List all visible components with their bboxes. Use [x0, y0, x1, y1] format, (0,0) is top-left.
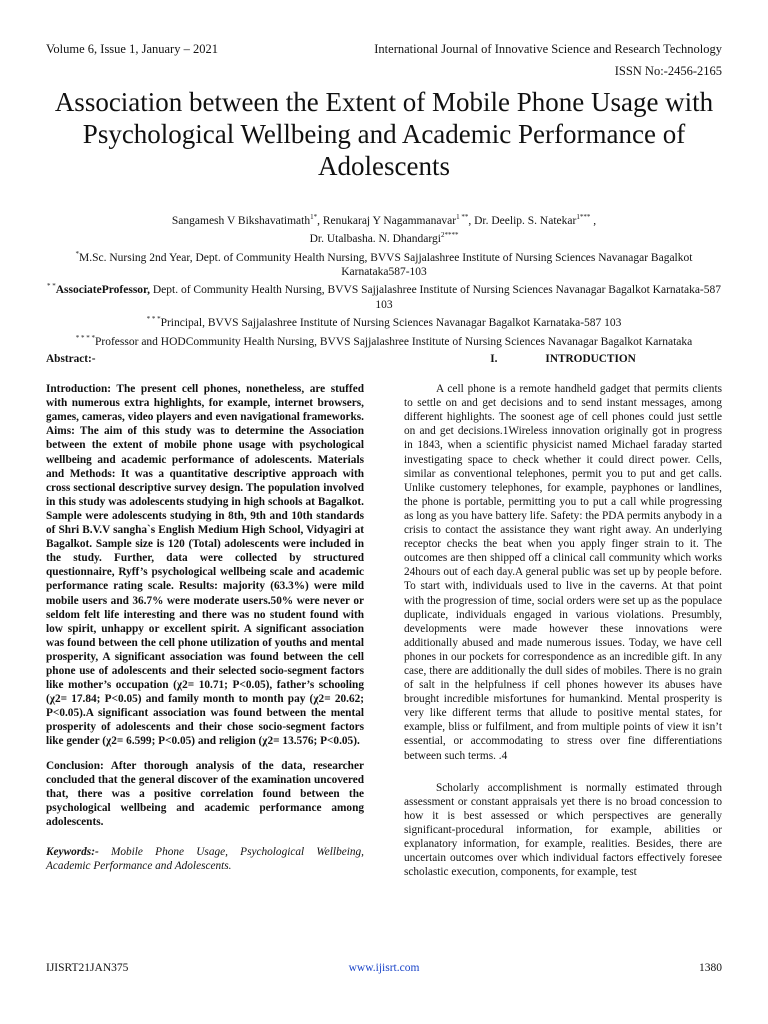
affiliation-3	[40, 312, 728, 330]
affiliation-3-text: Principal, BVVS Sajjalashree Institute of Nursing Sciences Navanagar Bagalkot Karnataka-587 103	[160, 317, 622, 330]
author-4: Dr. Utalbasha. N. Dhandargi	[309, 233, 441, 246]
abstract-body: Introduction: The present cell phones, nonetheless, are stuffed with numerous extra highlights, for example, internet browsers, games, cameras, video players and even navigational frameworks. Aims: The aim of this study was to determine the Association between the extent of mobile phone usage with psychological wellbeing and academic performance of adolescents. Materials and Methods: It was a quantitative descriptive approach with cross sectional descriptive survey design. The population involved in this study was adolescents studying in high schools at Bagalkot. Sample were adolescents studying in 8th, 9th and 10th standards of Shri B.V.V sangha`s English Medium High School, Vidyagiri at Bagalkot. Sample size is 120 (Total) adolescents were included in the study. Further, data were collected by structured questionnaire, Ryff’s psychological wellbeing scale and academic performance rating scale. Results: majority (63.3%) were mild mobile users and 36.7% were moderate users.50% were never or seldom felt life interesting and there was no student found with low spirit, unhappy or excellent spirit. A significant association was found between the cell phone utilization of youths and mental prosperity, A significant association was found between the cell phone use of adolescents and their selected socio-segment factors like mother’s occupation (χ2= 10.71; P<0.05), father’s schooling (χ2= 17.84; P<0.05) and family month to month pay (χ2= 20.62; P<0.05).A significant association was found between the mental prosperity of adolescents and their chose socio-segment factors like gender (χ2= 6.599; P<0.05) and religion (χ2= 13.576; P<0.05).	[46, 383, 364, 748]
author-line-2	[40, 228, 728, 246]
affiliation-1-mark: *	[75, 249, 80, 258]
abstract-heading: Abstract:-	[46, 353, 96, 365]
author-2: , Renukaraj Y Nagammanavar	[317, 214, 457, 227]
keywords-label: Keywords:-	[46, 846, 99, 858]
authors-block	[40, 210, 728, 349]
author-line-1	[40, 210, 728, 228]
affiliation-2-mark: * *	[47, 282, 56, 291]
author-1-mark: 1*	[310, 213, 318, 221]
affiliation-2	[40, 279, 728, 312]
affiliation-2-text: Dept. of Community Health Nursing, BVVS Sajjalashree Institute of Nursing Sciences Navanagar Bagalkot Karnataka-587 103	[149, 284, 721, 311]
footer-page-number: 1380	[699, 962, 722, 974]
keywords-text: Mobile Phone Usage, Psychological Wellbeing, Academic Performance and Adolescents.	[46, 846, 364, 873]
affiliation-4-text: Professor and HODCommunity Health Nursing, BVVS Sajjalashree Institute of Nursing Sciences Navanagar Bagalkot Karnataka	[95, 335, 693, 348]
affiliation-1	[40, 247, 728, 280]
paper-title: Association between the Extent of Mobile Phone Usage with Psychological Wellbeing and Academic Performance of Adolescents	[54, 87, 714, 181]
author-3-mark: 1***	[576, 213, 591, 221]
affiliation-3-mark: * * *	[146, 315, 161, 324]
affiliation-1-text: M.Sc. Nursing 2nd Year, Dept. of Community Health Nursing, BVVS Sajjalashree Institute of Nursing Sciences Navanagar Bagalkot Karnataka587-103	[79, 251, 693, 278]
footer-paper-id: IJISRT21JAN375	[46, 962, 129, 974]
author-2-mark: 1 **	[456, 213, 469, 221]
right-column	[404, 352, 722, 889]
author-4-mark: 2****	[440, 231, 459, 240]
author-3: , Dr. Deelip. S. Natekar	[468, 214, 577, 227]
footer-website-link[interactable]: www.ijisrt.com	[348, 962, 420, 974]
journal-name: International Journal of Innovative Science and Research Technology	[374, 42, 722, 56]
affiliation-4	[40, 331, 728, 349]
keywords	[46, 845, 364, 873]
affiliation-4-mark: * * * *	[75, 333, 95, 342]
intro-paragraph-2: Scholarly accomplishment is normally estimated through assessment or constant appraisals yet there is no broad concession to how it is best assessed or which perspectives are generally significant-procedural information, for example, abilities or explanatory information, for example, realities. Besides, there are uncertain outcomes over which individual factors effectively foresee scholastic execution, components, for example, test	[404, 781, 722, 879]
section-title: INTRODUCTION	[545, 353, 636, 365]
left-column	[46, 352, 364, 883]
intro-paragraph-1: A cell phone is a remote handheld gadget that permits clients to settle on and get decisions and to send instant messages, among different highlights. The soonest age of cell phones could just settle on and get decisions.1Wireless innovation originally got in progress in 1843, when a scientific physicist named Michael faraday started investigating space to check whether it could direct power. Cells, similar as conventional telephones, permit you to put and get calls. Unlike customery telephones, for example, payphones or landlines, the phone is portable, permitting you to put a call while progressing as long as you have battery life. Safety: the PDA permits anybody in a crisis to contact the assistance they want right away. An underlying receptor checks the beat when you apply finger strain to it. The outcomes are then shipped off a clinical call community which works 24hours out of each day.A general public was set up by people before. To start with, individuals used to live in the caverns. At that point with the progression of time, social orders were set up as the populace duplicate, individuals engaged in various violations. Presumbly, developments were made however these innovations were additionally abused and made numerous issues. Today, we have cell phones in our pockets for correspondence as an incredible gift. In any case, there are additionally the dull sides of mobiles. There is no grain of salt in the helpfulness if cell phones however its abuses have brought incredible misfortunes for humankind. Mental prosperity is very like different terms that allude to positive mental states, for example, bliss or fulfilment, and from multiple points of view it isn’t essential, or accommodating to stress over fine differentiations between such terms. .4	[404, 383, 722, 762]
section-heading	[404, 352, 722, 366]
affiliation-2-lead: AssociateProfessor,	[55, 284, 150, 297]
section-number: I.	[490, 353, 498, 365]
abstract-conclusion: Conclusion: After thorough analysis of the data, researcher concluded that the general discover of the examination uncovered that, there was a positive correlation found between the psychological wellbeing and academic performance among adolescents.	[46, 759, 364, 828]
author-1: Sangamesh V Bikshavatimath	[171, 214, 311, 227]
author-line-end: ,	[590, 214, 597, 227]
volume-info: Volume 6, Issue 1, January – 2021	[46, 42, 218, 56]
issn: ISSN No:-2456-2165	[614, 64, 722, 78]
